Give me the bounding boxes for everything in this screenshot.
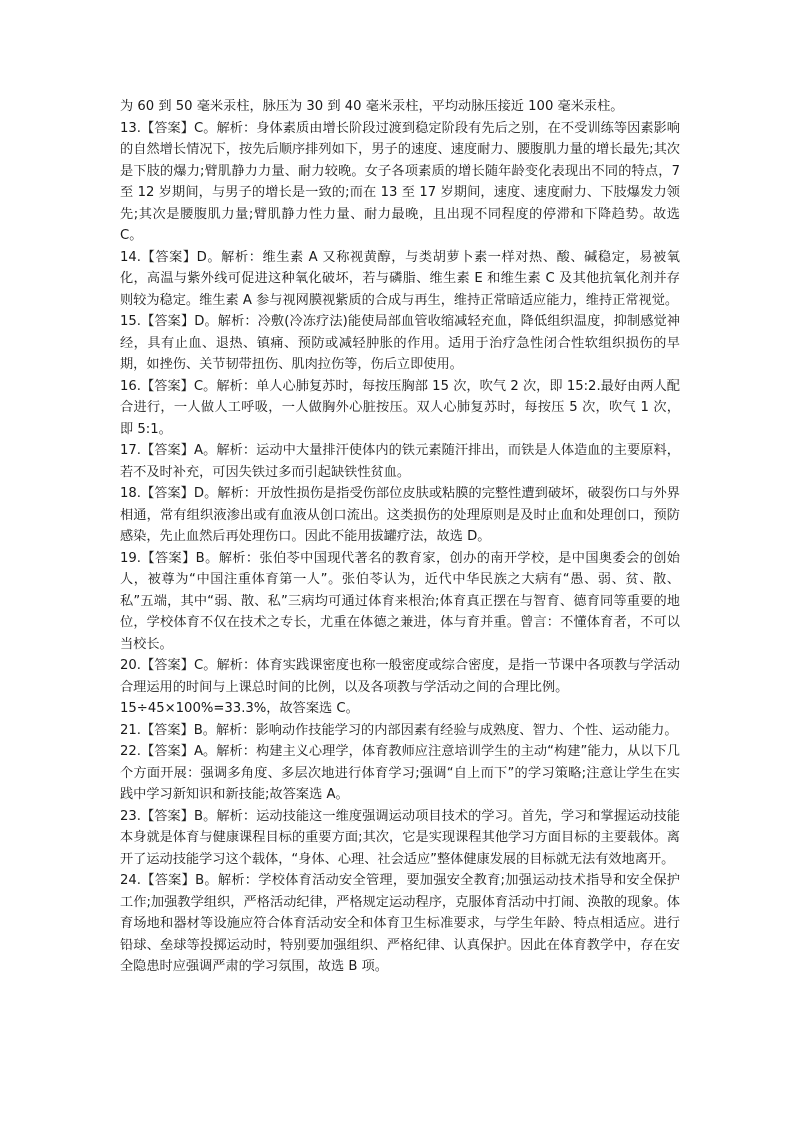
answer-20: 20.【答案】C。解析：体育实践课密度也称一般密度或综合密度，是指一节课中各项教与学活动合理运用的时间与上课总时间的比例，以及各项教与学活动之间的合理比例。 [120, 658, 680, 695]
answer-24: 24.【答案】B。解析：学校体育活动安全管理，要加强安全教育;加强运动技术指导和安全保护工作;加强教学组织，严格活动纪律，严格规定运动程序，克服体育活动中打闹、涣散的现象。体育场地和器材等设施应符合体育活动安全和体育卫生标准要求，与学生年龄、特点相适应。进行铅球、垒球等投掷运动时，特别要加强组织、严格纪律、认真保护。因此在体育教学中，存在安全隐患时应强调严肃的学习氛围，故选 B 项。 [120, 873, 680, 974]
answer-15: 15.【答案】D。解析：冷敷(冷冻疗法)能使局部血管收缩减轻充血，降低组织温度，抑制感觉神经，具有止血、退热、镇痛、预防或减轻肿胀的作用。适用于治疗急性闭合性软组织损伤的早期，如挫伤、关节韧带扭伤、肌肉拉伤等，伤后立即使用。 [120, 314, 680, 372]
answer-analysis-page [120, 96, 680, 978]
answer-16: 16.【答案】C。解析：单人心肺复苏时，每按压胸部 15 次，吹气 2 次，即 15:2.最好由两人配合进行，一人做人工呼吸，一人做胸外心脏按压。双人心肺复苏时，每按压 5 次，吹气 1 次，即 5:1。 [120, 378, 680, 437]
answer-20-formula: 15÷45×100%=33.3%，故答案选 C。 [120, 701, 359, 716]
answer-17: 17.【答案】A。解析：运动中大量排汗使体内的铁元素随汗排出，而铁是人体造血的主要原料，若不及时补充，可因失铁过多而引起缺铁性贫血。 [120, 443, 680, 480]
answer-18: 18.【答案】D。解析：开放性损伤是指受伤部位皮肤或粘膜的完整性遭到破坏，破裂伤口与外界相通，常有组织液渗出或有血液从创口流出。这类损伤的处理原则是及时止血和处理创口，预防感染，先止血然后再处理伤口。因此不能用拔罐疗法，故选 D。 [120, 486, 680, 544]
answer-14: 14.【答案】D。解析：维生素 A 又称视黄醇，与类胡萝卜素一样对热、酸、碱稳定，易被氧化，高温与紫外线可促进这种氧化破坏，若与磷脂、维生素 E 和维生素 C 及其他抗氧化剂并存则较为稳定。维生素 A 参与视网膜视紫质的合成与再生，维持正常暗适应能力，维持正常视觉。 [120, 249, 680, 308]
answer-21: 21.【答案】B。解析：影响动作技能学习的内部因素有经验与成熟度、智力、个性、运动能力。 [120, 722, 678, 738]
paragraph-blood-pressure: 为 60 到 50 毫米汞柱，脉压为 30 到 40 毫米汞柱，平均动脉压接近 100 毫米汞柱。 [120, 99, 624, 114]
answer-23: 23.【答案】B。解析：运动技能这一维度强调运动项目技术的学习。首先，学习和掌握运动技能本身就是体育与健康课程目标的重要方面;其次，它是实现课程其他学习方面目标的主要载体。离开了运动技能学习这个载体，“身体、心理、社会适应”整体健康发展的目标就无法有效地离开。 [120, 808, 680, 867]
answer-22: 22.【答案】A。解析：构建主义心理学，体育教师应注意培训学生的主动“构建”能力，从以下几个方面开展：强调多角度、多层次地进行体育学习;强调“自上而下”的学习策略;注意让学生在实践中学习新知识和新技能;故答案选 A。 [120, 744, 680, 802]
answer-13: 13.【答案】C。解析：身体素质由增长阶段过渡到稳定阶段有先后之别，在不受训练等因素影响的自然增长情况下，按先后顺序排列如下，男子的速度、速度耐力、腰腹肌力量的增长最先;其次是下肢的爆力;臂肌静力力量、耐力较晚。女子各项素质的增长随年龄变化表现出不同的特点，7 至 12 岁期间，与男子的增长是一致的;而在 13 至 17 岁期间，速度、速度耐力、下肢爆发力领先;其次是腰腹肌力量;臂肌静力性力量、耐力最晚，且出现不同程度的停滞和下降趋势。故选 C。 [120, 120, 680, 243]
answer-19: 19.【答案】B。解析：张伯苓中国现代著名的教育家，创办的南开学校，是中国奥委会的创始人，被尊为“中国注重体育第一人”。张伯苓认为，近代中华民族之大病有“愚、弱、贫、散、私”五端，其中“弱、散、私”三病均可通过体育来根治;体育真正摆在与智育、德育同等重要的地位，学校体育不仅在技术之专长，尤重在体德之兼进，体与育并重。曾言：不懂体育者，不可以当校长。 [120, 550, 680, 652]
